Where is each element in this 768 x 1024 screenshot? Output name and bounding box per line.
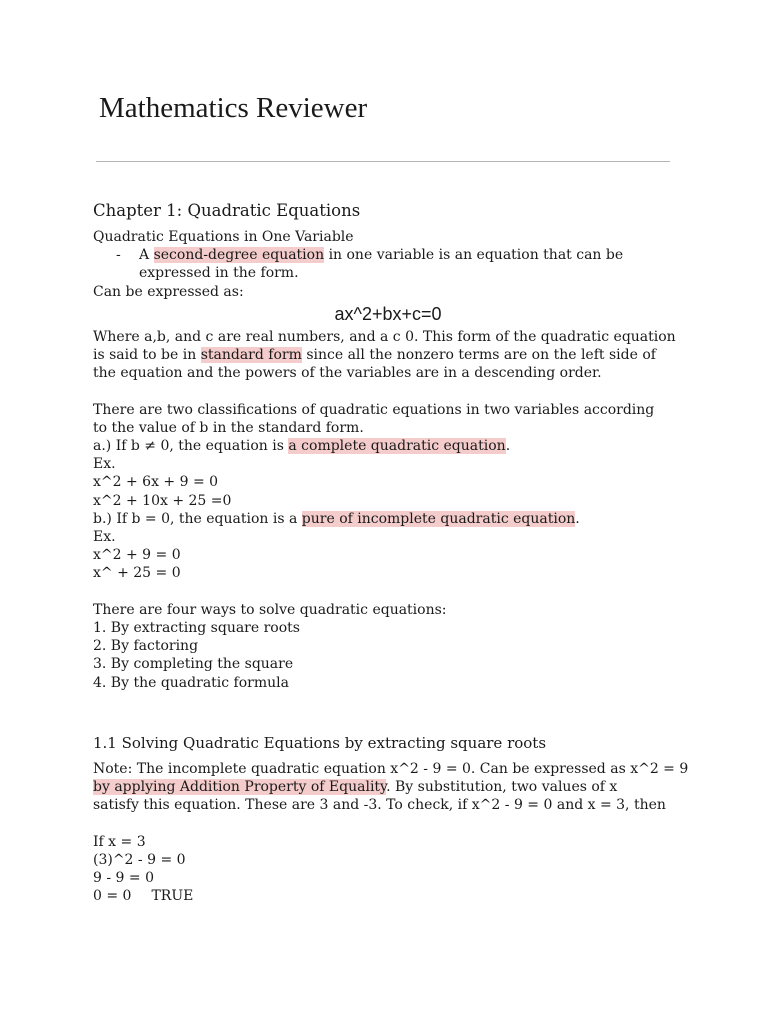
classification-line-1: There are two classifications of quadratic equations in two variables according (93, 401, 655, 418)
case-a-pre: a.) If b ≠ 0, the equation is (93, 438, 284, 455)
check-line-1: If x = 3 (93, 833, 146, 850)
case-b-ex-label: Ex. (93, 529, 116, 546)
ways-item-3: 3. By completing the square (93, 656, 294, 673)
highlight-complete: a complete quadratic equation (288, 438, 506, 455)
check-line-4 (93, 887, 683, 905)
can-be-expressed: Can be expressed as: (93, 283, 244, 300)
true-label: TRUE (151, 888, 194, 905)
bullet-line (139, 246, 683, 264)
section-heading-1-1: 1.1 Solving Quadratic Equations by extracting square roots (93, 733, 547, 752)
bullet-continuation: expressed in the form. (139, 265, 299, 282)
note-line-2 (93, 778, 683, 796)
note-line-3: satisfy this equation. These are 3 and -3. To check, if x^2 - 9 = 0 and x = 3, then (93, 797, 666, 814)
intro-label: Quadratic Equations in One Variable (93, 229, 354, 245)
highlight-second-degree: second-degree equation (153, 247, 325, 264)
highlight-standard-form: standard form (200, 347, 302, 364)
where-line-2 (93, 346, 683, 364)
spacer (93, 382, 683, 400)
where-pre: is said to be in (93, 347, 197, 364)
case-a-example-2: x^2 + 10x + 25 =0 (93, 492, 232, 509)
check-line-2: (3)^2 - 9 = 0 (93, 851, 186, 868)
ways-item-2: 2. By factoring (93, 638, 199, 655)
bullet-pre: A (139, 247, 150, 264)
case-a (93, 437, 683, 455)
ways-intro: There are four ways to solve quadratic equations: (93, 601, 447, 618)
check-line-3: 9 - 9 = 0 (93, 870, 154, 887)
definition-bullet (93, 246, 683, 282)
bullet-post: in one variable is an equation that can be (328, 247, 624, 264)
case-b-pre: b.) If b = 0, the equation is a (93, 510, 298, 527)
where-line-3: the equation and the powers of the variables are in a descending order. (93, 365, 602, 382)
document-body (93, 198, 689, 905)
case-a-post: . (505, 438, 511, 455)
chapter-heading: Chapter 1: Quadratic Equations (93, 201, 361, 220)
case-b (93, 510, 683, 528)
highlight-addition-property: by applying Addition Property of Equality (93, 779, 387, 796)
check-result: 0 = 0 (93, 888, 132, 905)
case-a-ex-label: Ex. (93, 456, 116, 473)
note-line-2-post: . By substitution, two values of x (386, 779, 618, 796)
ways-item-4: 4. By the quadratic formula (93, 674, 289, 691)
highlight-incomplete: pure of incomplete quadratic equation (301, 510, 576, 527)
classification-line-2: to the value of b in the standard form. (93, 419, 364, 436)
spacer (93, 583, 683, 601)
case-a-example-1: x^2 + 6x + 9 = 0 (93, 474, 219, 491)
case-b-example-2: x^ + 25 = 0 (93, 565, 181, 582)
document-title: Mathematics Reviewer (99, 92, 368, 124)
spacer (93, 814, 683, 832)
ways-item-1: 1. By extracting square roots (93, 620, 300, 637)
where-line-1: Where a,b, and c are real numbers, and a c 0. This form of the quadratic equation (93, 328, 676, 345)
standard-formula: ax^2+bx+c=0 (334, 303, 442, 324)
where-post: since all the nonzero terms are on the left side of (306, 347, 656, 364)
case-b-example-1: x^2 + 9 = 0 (93, 547, 181, 564)
note-line-1: Note: The incomplete quadratic equation x^2 - 9 = 0. Can be expressed as x^2 = 9 (93, 760, 689, 777)
case-b-post: . (575, 510, 580, 527)
bullet-dash: - (116, 247, 121, 264)
title-divider (96, 161, 670, 162)
